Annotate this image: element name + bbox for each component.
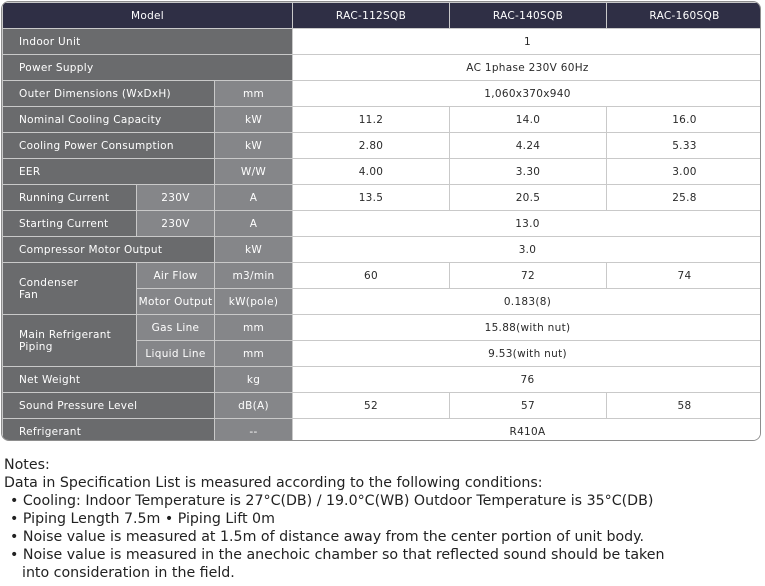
row-sublabel: 230V: [137, 185, 215, 211]
row-value: 1: [293, 29, 762, 55]
row-sublabel: Liquid Line: [137, 341, 215, 367]
label-line: Fan: [19, 288, 39, 301]
row-value: 0.183(8): [293, 289, 762, 315]
row-label: Indoor Unit: [3, 29, 293, 55]
row-value: 3.00: [607, 159, 762, 185]
row-value: 25.8: [607, 185, 762, 211]
row-value: 11.2: [293, 107, 450, 133]
row-value: 60: [293, 263, 450, 289]
sound-pressure-row: [3, 393, 762, 419]
row-value: 58: [607, 393, 762, 419]
row-unit: A: [215, 211, 293, 237]
row-value: 3.0: [293, 237, 762, 263]
row-label: EER: [3, 159, 215, 185]
row-unit: W/W: [215, 159, 293, 185]
row-sublabel: Motor Output: [137, 289, 215, 315]
power-supply-row: [3, 55, 762, 81]
row-unit: kW: [215, 107, 293, 133]
model-name: RAC-140SQB: [450, 3, 607, 29]
row-label: Compressor Motor Output: [3, 237, 215, 263]
row-label: Sound Pressure Level: [3, 393, 215, 419]
row-unit: m3/min: [215, 263, 293, 289]
notes-section: [4, 456, 762, 582]
refrigerant-row: [3, 419, 762, 442]
model-name: RAC-112SQB: [293, 3, 450, 29]
model-header: Model: [3, 3, 293, 29]
nominal-cooling-row: [3, 107, 762, 133]
row-unit: A: [215, 185, 293, 211]
cooling-power-row: [3, 133, 762, 159]
label-line: Piping: [19, 340, 53, 353]
row-value: 4.24: [450, 133, 607, 159]
row-value: 4.00: [293, 159, 450, 185]
row-value: 13.5: [293, 185, 450, 211]
row-label: Running Current: [3, 185, 137, 211]
row-label: Net Weight: [3, 367, 215, 393]
row-value: 74: [607, 263, 762, 289]
row-sublabel: Air Flow: [137, 263, 215, 289]
model-name: RAC-160SQB: [607, 3, 762, 29]
row-label: Starting Current: [3, 211, 137, 237]
gas-line-row: [3, 315, 762, 341]
row-value: 57: [450, 393, 607, 419]
refrigerant-piping-label: [3, 315, 137, 367]
row-unit: mm: [215, 81, 293, 107]
notes-bullet: • Noise value is measured in the anechoic chamber so that reflected sound should be taken: [10, 547, 665, 563]
row-unit: dB(A): [215, 393, 293, 419]
row-unit: mm: [215, 341, 293, 367]
row-value: 76: [293, 367, 762, 393]
row-label: Refrigerant: [3, 419, 215, 442]
outer-dimensions-row: [3, 81, 762, 107]
row-unit: kg: [215, 367, 293, 393]
row-unit: --: [215, 419, 293, 442]
running-current-row: [3, 185, 762, 211]
air-flow-row: [3, 263, 762, 289]
row-value: R410A: [293, 419, 762, 442]
notes-intro: Data in Specification List is measured according to the following conditions:: [4, 475, 543, 491]
specification-table: [1, 1, 761, 441]
row-value: 20.5: [450, 185, 607, 211]
row-value: 1,060x370x940: [293, 81, 762, 107]
row-value: 2.80: [293, 133, 450, 159]
indoor-unit-row: [3, 29, 762, 55]
row-label: Cooling Power Consumption: [3, 133, 215, 159]
condenser-fan-label: [3, 263, 137, 315]
row-value: 3.30: [450, 159, 607, 185]
label-line: Condenser: [19, 276, 79, 289]
notes-bullet: • Cooling: Indoor Temperature is 27°C(DB) / 19.0°C(WB) Outdoor Temperature is 35°C(DB): [10, 493, 654, 509]
notes-title: Notes:: [4, 457, 50, 473]
row-unit: kW(pole): [215, 289, 293, 315]
row-sublabel: Gas Line: [137, 315, 215, 341]
row-value: 14.0: [450, 107, 607, 133]
row-label: Power Supply: [3, 55, 293, 81]
row-value: 15.88(with nut): [293, 315, 762, 341]
row-unit: kW: [215, 133, 293, 159]
header-row: [3, 3, 762, 29]
row-unit: kW: [215, 237, 293, 263]
row-value: AC 1phase 230V 60Hz: [293, 55, 762, 81]
row-label: Nominal Cooling Capacity: [3, 107, 215, 133]
eer-row: [3, 159, 762, 185]
row-value: 5.33: [607, 133, 762, 159]
label-line: Main Refrigerant: [19, 328, 112, 341]
row-value: 52: [293, 393, 450, 419]
starting-current-row: [3, 211, 762, 237]
notes-continuation: into consideration in the field.: [22, 565, 235, 581]
compressor-row: [3, 237, 762, 263]
row-value: 16.0: [607, 107, 762, 133]
row-value: 9.53(with nut): [293, 341, 762, 367]
row-unit: mm: [215, 315, 293, 341]
row-value: 13.0: [293, 211, 762, 237]
row-value: 72: [450, 263, 607, 289]
row-label: Outer Dimensions (WxDxH): [3, 81, 215, 107]
row-sublabel: 230V: [137, 211, 215, 237]
net-weight-row: [3, 367, 762, 393]
notes-bullet: • Piping Length 7.5m • Piping Lift 0m: [10, 511, 275, 527]
notes-bullet: • Noise value is measured at 1.5m of distance away from the center portion of unit body.: [10, 529, 645, 545]
